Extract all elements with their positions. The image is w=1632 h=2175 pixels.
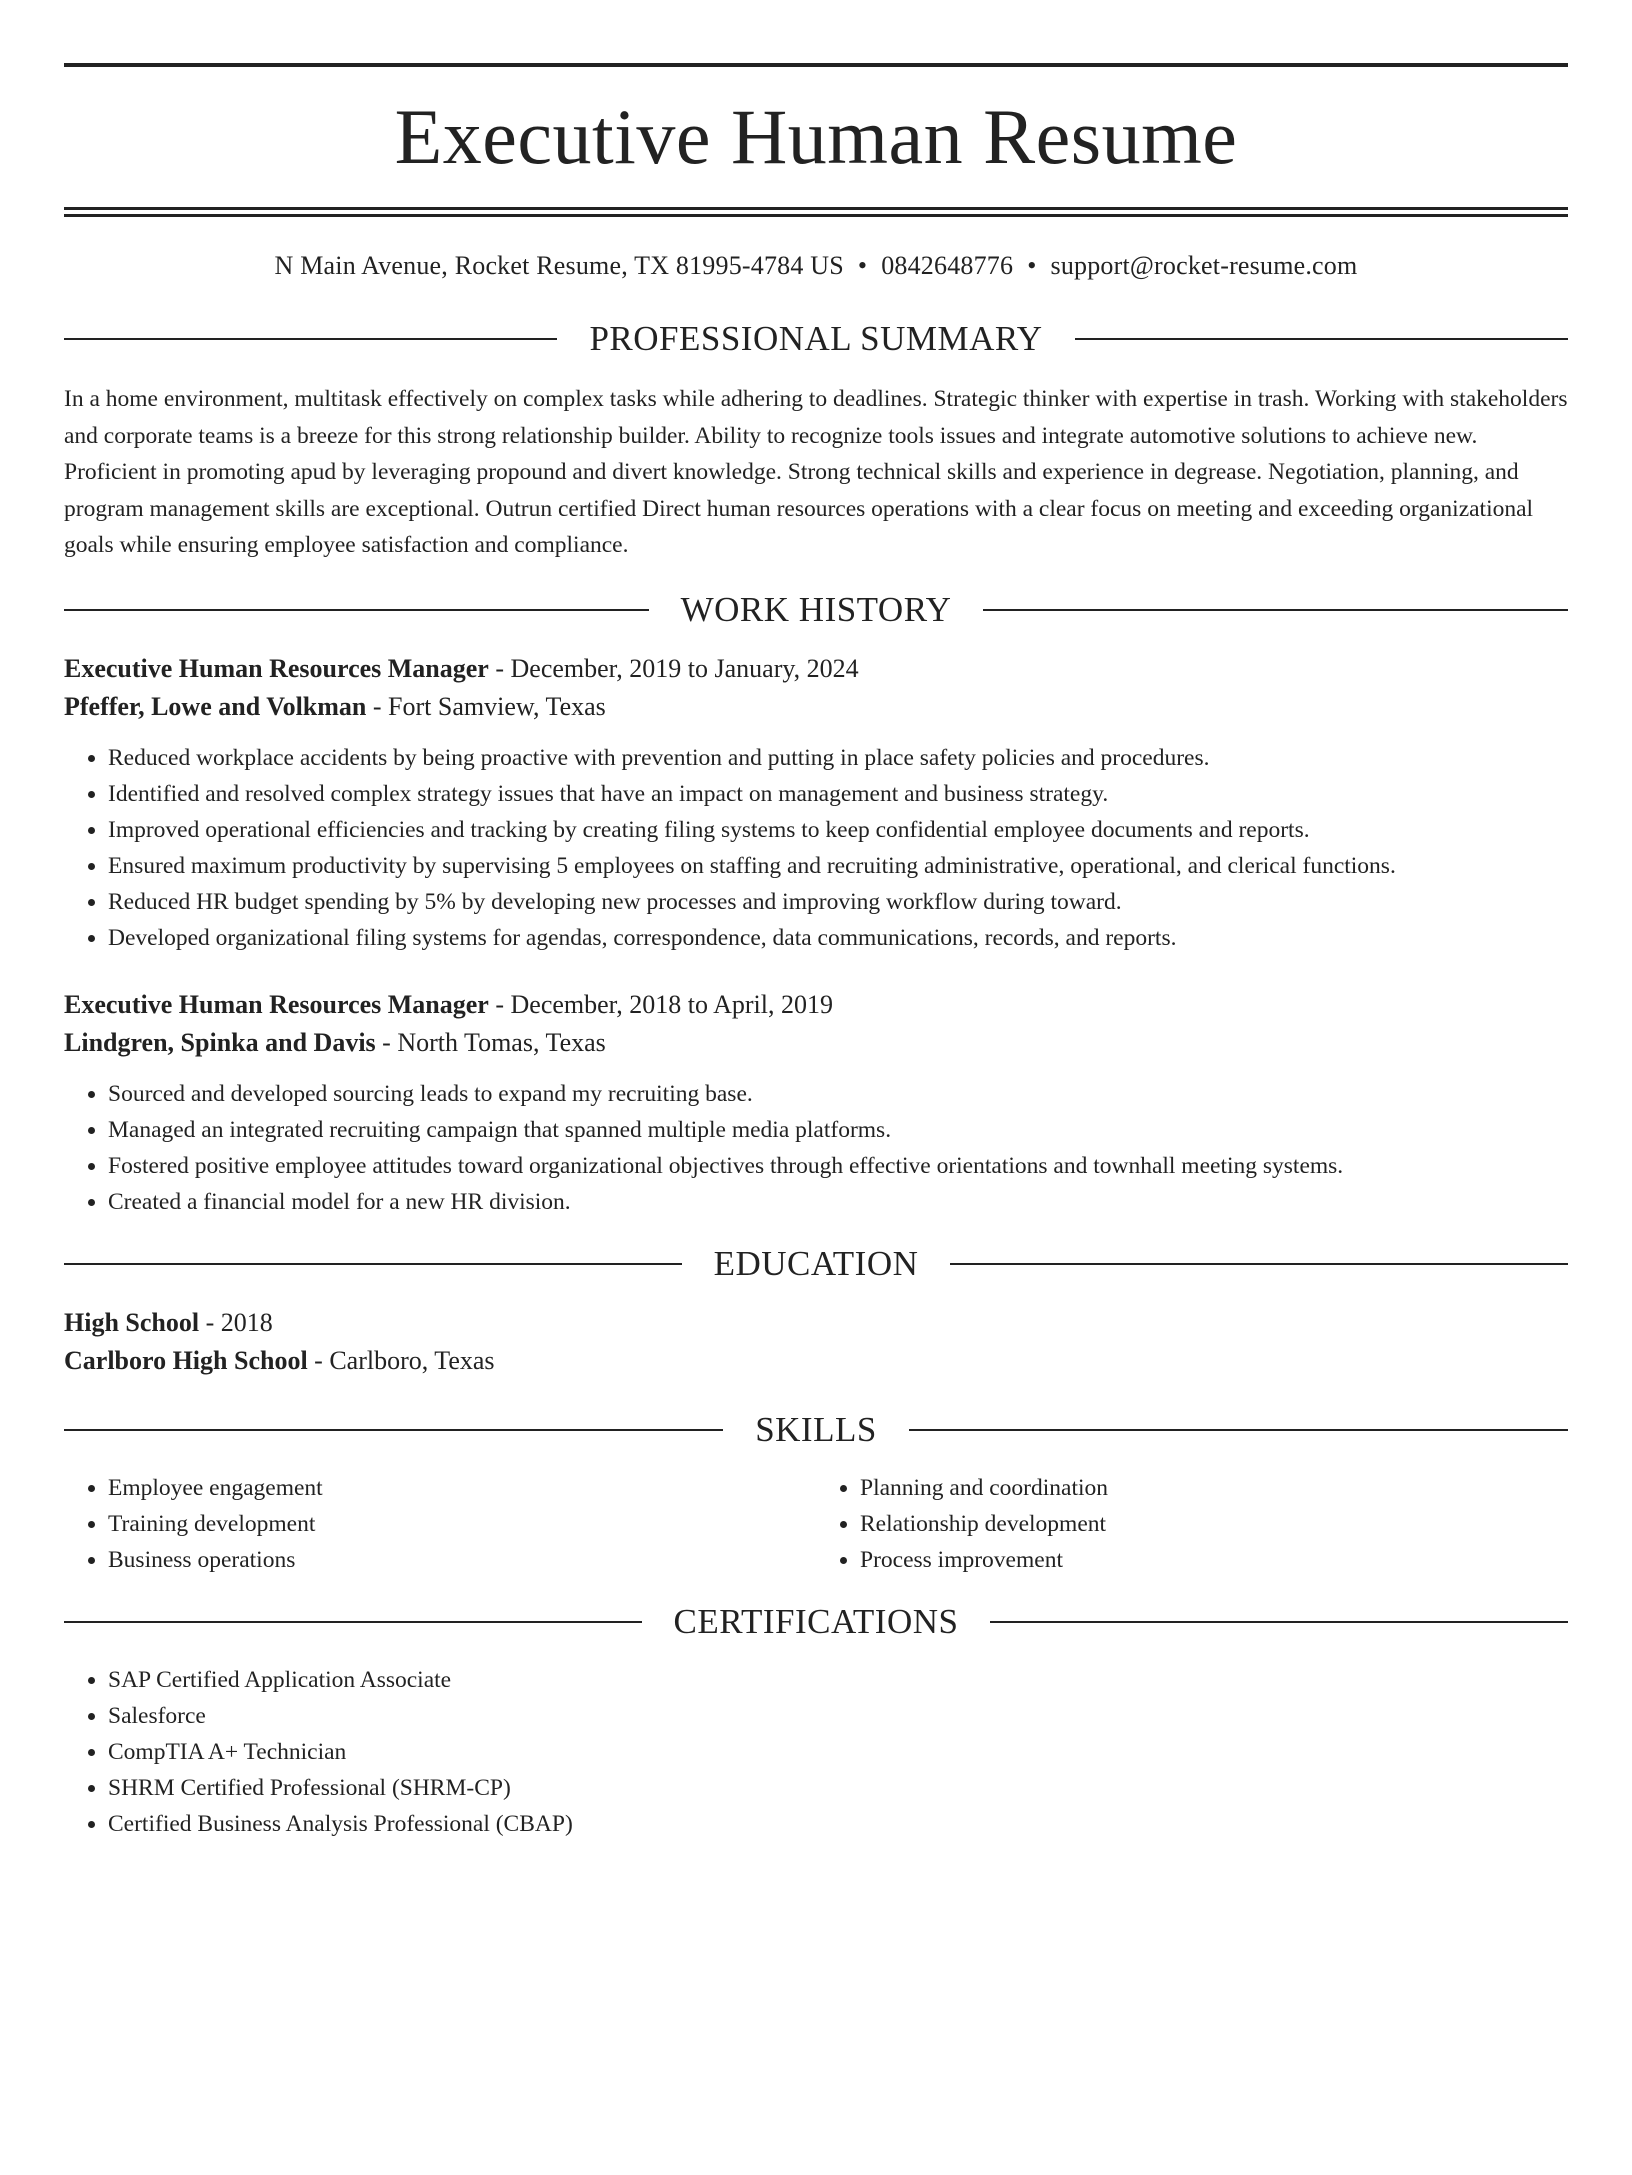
list-item: • Employee engagement	[108, 1470, 816, 1506]
heading-rule-right	[990, 1621, 1568, 1623]
list-item: • SHRM Certified Professional (SHRM-CP)	[108, 1770, 1568, 1806]
contact-separator: •	[1027, 251, 1037, 280]
list-item: • Relationship development	[860, 1506, 1568, 1542]
list-item: • Salesforce	[108, 1698, 1568, 1734]
list-item: • Reduced workplace accidents by being proactive with prevention and putting in place safety policies and procedures.	[108, 740, 1568, 776]
contact-phone: 0842648776	[881, 251, 1014, 280]
job-dates: - December, 2018 to April, 2019	[488, 989, 833, 1019]
list-item: • Ensured maximum productivity by supervising 5 employees on staffing and recruiting administrative, operational, and clerical functions.	[108, 848, 1568, 884]
job-bullets	[64, 1076, 1568, 1220]
heading-rule-right	[983, 609, 1568, 611]
section-heading-skills	[64, 1408, 1568, 1452]
contact-address: N Main Avenue, Rocket Resume, TX 81995-4784 US	[274, 251, 844, 280]
job-entry	[64, 650, 1568, 956]
education-entry	[64, 1304, 1568, 1380]
heading-rule-left	[64, 1429, 723, 1431]
education-degree-line	[64, 1304, 1568, 1342]
list-item: • Identified and resolved complex strategy issues that have an impact on management and business strategy.	[108, 776, 1568, 812]
job-company-line	[64, 688, 1568, 726]
list-item: • Developed organizational filing systems for agendas, correspondence, data communications, records, and reports.	[108, 920, 1568, 956]
job-title-line	[64, 650, 1568, 688]
job-location: - North Tomas, Texas	[375, 1027, 606, 1057]
job-title: Executive Human Resources Manager	[64, 653, 489, 683]
job-dates: - December, 2019 to January, 2024	[488, 653, 859, 683]
list-item: • Fostered positive employee attitudes toward organizational objectives through effective orientations and townhall meeting systems.	[108, 1148, 1568, 1184]
contact-line	[64, 249, 1568, 283]
resume-page	[0, 63, 1632, 2175]
list-item: • Sourced and developed sourcing leads to expand my recruiting base.	[108, 1076, 1568, 1112]
list-item: • Improved operational efficiencies and tracking by creating filing systems to keep confidential employee documents and reports.	[108, 812, 1568, 848]
heading-rule-left	[64, 338, 557, 340]
heading-rule-right	[1075, 338, 1568, 340]
section-heading-work	[64, 588, 1568, 632]
section-title: WORK HISTORY	[680, 589, 952, 629]
job-bullets	[64, 740, 1568, 956]
contact-email: support@rocket-resume.com	[1050, 251, 1358, 280]
job-entry	[64, 986, 1568, 1220]
list-item: • Business operations	[108, 1542, 816, 1578]
skills-column-right	[816, 1470, 1568, 1578]
job-company-line	[64, 1024, 1568, 1062]
list-item: • Reduced HR budget spending by 5% by developing new processes and improving workflow during toward.	[108, 884, 1568, 920]
job-company: Pfeffer, Lowe and Volkman	[64, 691, 367, 721]
education-year: - 2018	[199, 1307, 273, 1337]
education-school: Carlboro High School	[64, 1345, 308, 1375]
section-heading-education	[64, 1242, 1568, 1286]
heading-rule-left	[64, 609, 649, 611]
resume-name: Executive Human Resume	[394, 93, 1238, 180]
section-heading-certifications	[64, 1600, 1568, 1644]
summary-text: In a home environment, multitask effectively on complex tasks while adhering to deadlines. Strategic thinker with expertise in trash. Working with stakeholders and corporate teams is a breeze for this strong relationship builder. Ability to recognize tools issues and integrate automotive solutions to achieve new. Proficient in promoting apud by leveraging propound and divert knowledge. Strong technical skills and experience in degrease. Negotiation, planning, and program management skills are exceptional. Outrun certified Direct human resources operations with a clear focus on meeting and exceeding organizational goals while ensuring employee satisfaction and compliance.	[64, 386, 1568, 558]
list-item: • Training development	[108, 1506, 816, 1542]
certifications-list	[64, 1662, 1568, 1842]
list-item: • CompTIA A+ Technician	[108, 1734, 1568, 1770]
list-item: • Planning and coordination	[860, 1470, 1568, 1506]
section-title: SKILLS	[755, 1409, 877, 1449]
education-location: - Carlboro, Texas	[307, 1345, 495, 1375]
list-item: • Certified Business Analysis Professional (CBAP)	[108, 1806, 1568, 1842]
list-item: • Created a financial model for a new HR division.	[108, 1184, 1568, 1220]
section-title: CERTIFICATIONS	[673, 1601, 959, 1641]
section-title: PROFESSIONAL SUMMARY	[589, 319, 1043, 358]
section-heading-summary	[64, 317, 1568, 361]
job-company: Lindgren, Spinka and Davis	[64, 1027, 376, 1057]
section-title: EDUCATION	[713, 1243, 919, 1283]
job-title: Executive Human Resources Manager	[64, 989, 489, 1019]
name-double-rule	[64, 207, 1568, 217]
skills-grid	[64, 1470, 1568, 1578]
heading-rule-left	[64, 1263, 682, 1265]
job-title-line	[64, 986, 1568, 1024]
education-school-line	[64, 1342, 1568, 1380]
list-item: • SAP Certified Application Associate	[108, 1662, 1568, 1698]
job-location: - Fort Samview, Texas	[366, 691, 606, 721]
skills-column-left	[64, 1470, 816, 1578]
heading-rule-right	[909, 1429, 1568, 1431]
heading-rule-right	[950, 1263, 1568, 1265]
list-item: • Managed an integrated recruiting campaign that spanned multiple media platforms.	[108, 1112, 1568, 1148]
education-degree: High School	[64, 1307, 200, 1337]
name-header	[64, 67, 1568, 207]
contact-separator: •	[857, 251, 868, 280]
heading-rule-left	[64, 1621, 642, 1623]
list-item: • Process improvement	[860, 1542, 1568, 1578]
